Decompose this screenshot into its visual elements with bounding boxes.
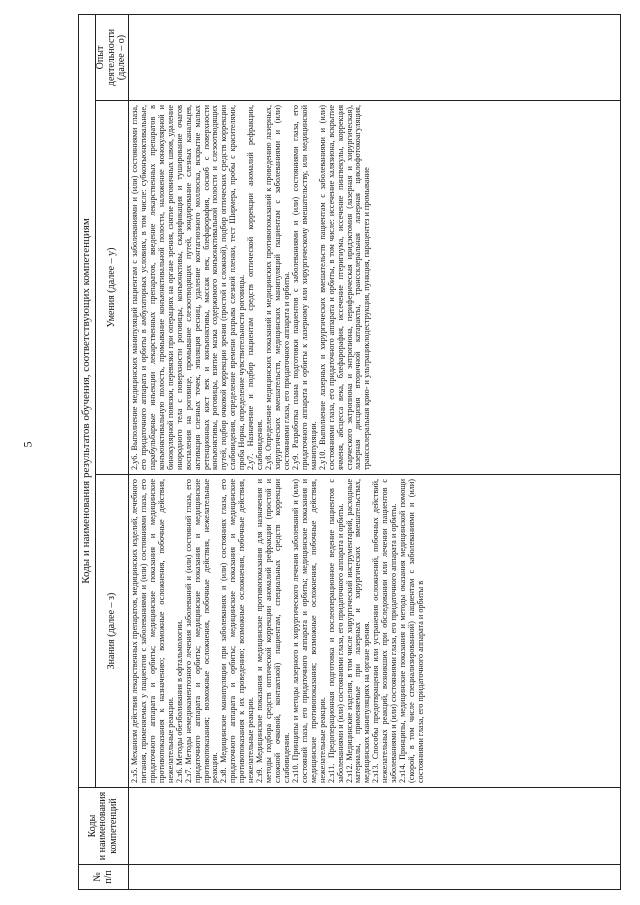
col-header-codes: Коды и наименования компетенций	[79, 788, 129, 865]
skill-item: 2.у7. Назначение и подбор пациентам средств оптической коррекции аномалий рефракции, слабовидения.	[246, 105, 265, 470]
group-header-title: Коды и наименования результатов обучения, соответствующих компетенциям	[79, 14, 96, 787]
col-header-experience: Опыт деятельности (далее – о)	[96, 14, 129, 100]
cell-experience	[129, 14, 621, 100]
knowledge-item: 2.з12. Медицинские изделия, в том числе хирургический инструментарий, расходные материалы, применяемые при лазерных и хирургических вмешательствах, медицинских манипуляциях на органе зрения.	[344, 479, 372, 783]
skill-item: 2.у8. Определение медицинских показаний и медицинских противопоказаний к проведению лазерных, хирургических вмешательств, медицинских манипуляций пациентам с заболеваниями и (или) состояниями глаза, его придаточного аппарата и орбиты.	[264, 105, 291, 470]
cell-codes	[129, 788, 621, 865]
rotated-table-container	[78, 15, 621, 890]
knowledge-item: 2.з13. Способы предотвращения или устранения осложнений, побочных действий, нежелательных реакций, возникших при обследовании или лечении пациентов с заболеваниями и (или) состояниями глаза, его придаточного аппарата и орбиты.	[371, 479, 399, 783]
cell-knowledge	[129, 475, 621, 788]
skill-item: 2.у6. Выполнение медицинских манипуляций пациентам с заболеваниями и (или) состояниями глаза, его придаточного аппарата и орбиты в амбулаторных условиях, в том числе: субконъюнктивальные, парабульбарные инъекции лекарственных препаратов, введение лекарственных препаратов в конъюнктивальную полость, промывание конъюнктивальной полости, наложение монокулярной и бинокулярной повязки, перевязки при операциях на органе зрения, снятие роговичных швов, удаление инородного тела с поверхности роговицы, конъюнктивы, скарификация и туширование очагов воспаления на роговице, промывание слезоотводящих путей, зондирование слезных канальцев, активация слезных точек, эпиляция ресниц, удаление контагиозного моллюска, вскрытие малых ретенционных кист век и конъюнктивы, массаж век, блефарорафия, соскоб с поверхности конъюнктивы, роговицы, взятие мазка содержимого конъюнктивальной полости и слезоотводящих путей, подбор очковой коррекции зрения (простой и сложной), подбор оптических средств коррекции слабовидения, определение времени разрыва слезной пленки, тест Ширмера, пробы с красителями, проба Норна, определение чувствительности роговицы.	[130, 105, 247, 470]
knowledge-item: 2.з14. Принципы, медицинские показания и методы оказания медицинской помощи (скорой, в том числе специализированной) пациентам с заболеваниями и (или) состояниями глаза, его придаточного аппарата и орбиты в	[398, 479, 425, 783]
header-row-1	[79, 14, 96, 889]
knowledge-item: 2.з6. Методы обезболивания в офтальмологии.	[174, 619, 184, 783]
table-row	[129, 14, 621, 889]
col-header-knowledge: Знания (далее – з)	[96, 475, 129, 788]
header-row-2	[96, 14, 129, 889]
knowledge-item: 2.з7. Методы немедикаментозного лечения заболеваний и (или) состояний глаза, его придаточного аппарата и орбиты; медицинские показания и медицинские противопоказания; возможные осложнения, побочные действия, нежелательные реакции.	[183, 479, 220, 783]
page-number: 5	[20, 441, 35, 448]
skill-item: 2.у9. Разработка плана подготовки пациентов с заболеваниями и (или) состояниями глаза, его придаточного аппарата и орбиты к лазерному или хирургическому вмешательству, или медицинской манипуляции.	[290, 105, 318, 470]
competency-table	[78, 14, 621, 890]
knowledge-item: 2.з10. Принципы и методы лазерного и хирургического лечения заболеваний и (или) состояний глаза, его придаточного аппарата и орбиты; медицинские показания и медицинские противопоказания; возможные осложнения, побочные действия, нежелательные реакции.	[290, 479, 327, 783]
cell-skills	[129, 101, 621, 475]
skill-item: 2.у10. Выполнение лазерных и хирургических вмешательств пациентам с заболеваниями и (или) состояниями глаза, его придаточного аппарата и орбиты, в том числе: иссечение халязиона, вскрытие ячменя, абсцесса века, блефарорафия, иссечение птеригиума, иссечение пингвекулы, коррекция старческого эктропиона и энтропиона, периферическая иридэктомия (лазерная и хирургическая), лазерная дисцизия вторичной катаракты, транссклеральная лазерная циклофотокоагуляция, транссклеральная крио- и ультрациклодеструкция, пункция, парацентез и промывание	[317, 105, 372, 470]
knowledge-item: 2.з5. Механизм действия лекарственных препаратов, медицинских изделий, лечебного питания, применяемых у пациентов с заболеваниями и (или) состояниями глаза, его придаточного аппарата и орбиты; медицинские показания и медицинские противопоказания к назначению; возможные осложнения, побочные действия, нежелательные реакции.	[130, 479, 175, 783]
col-header-skills: Умения (далее – у)	[96, 101, 129, 475]
knowledge-item: 2.з8. Медицинские манипуляции при заболеваниях и (или) состояниях глаза, его придаточного аппарата и орбиты; медицинские показания и медицинские противопоказания к их проведению; возможные осложнения, побочные действия, нежелательные реакции.	[219, 479, 256, 783]
cell-number	[129, 865, 621, 890]
col-header-number: № п/п	[79, 865, 129, 890]
knowledge-item: 2.з11. Предоперационная подготовка и послеоперационное ведение пациентов с заболеваниями и (или) состояниями глаза, его придаточного аппарата и орбиты.	[326, 479, 345, 783]
knowledge-item: 2.з9. Медицинские показания и медицинские противопоказания для назначения и методы подбора средств оптической коррекции аномалий рефракции (простой и сложной очковой, контактной) пациентам, специальных средств коррекции слабовидения.	[255, 479, 291, 783]
